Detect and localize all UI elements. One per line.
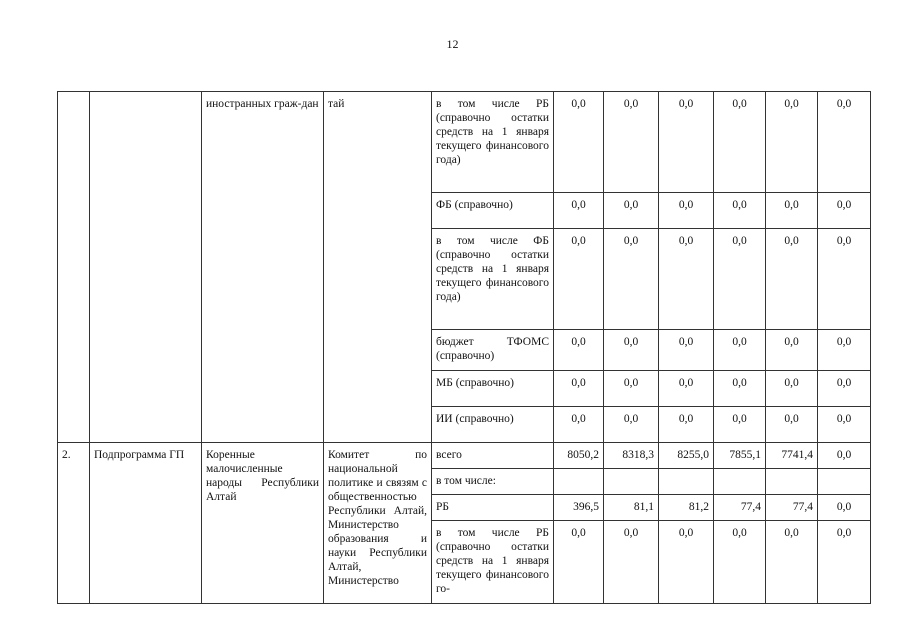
row-name-cell: Коренные малочисленные народы Республики Алтай xyxy=(202,443,324,604)
value-cell: 0,0 xyxy=(818,443,871,469)
value-cell: 0,0 xyxy=(554,229,604,330)
value-cell xyxy=(766,469,818,495)
value-cell: 81,1 xyxy=(604,495,659,521)
page-number: 12 xyxy=(446,37,459,51)
value-cell: 0,0 xyxy=(766,229,818,330)
value-cell: 0,0 xyxy=(554,92,604,193)
value-cell: 0,0 xyxy=(714,330,766,371)
value-cell: 0,0 xyxy=(714,371,766,407)
value-cell xyxy=(659,469,714,495)
funding-source-cell: в том числе: xyxy=(432,469,554,495)
value-cell: 8255,0 xyxy=(659,443,714,469)
value-cell: 0,0 xyxy=(818,330,871,371)
value-cell: 8050,2 xyxy=(554,443,604,469)
value-cell: 77,4 xyxy=(714,495,766,521)
funding-source-cell: ИИ (справочно) xyxy=(432,407,554,443)
value-cell: 0,0 xyxy=(604,193,659,229)
value-cell: 0,0 xyxy=(818,521,871,604)
row-executor-cell: тай xyxy=(324,92,432,443)
funding-source-cell: в том числе РБ (справочно остатки средств на 1 января текущего финансового го- xyxy=(432,521,554,604)
value-cell: 0,0 xyxy=(604,330,659,371)
row-number-cell xyxy=(58,92,90,443)
funding-source-cell: ФБ (справочно) xyxy=(432,193,554,229)
funding-source-cell: бюджет ТФОМС (справочно) xyxy=(432,330,554,371)
table-row xyxy=(58,92,871,193)
row-type-cell: Подпрограмма ГП xyxy=(90,443,202,604)
funding-source-cell: в том числе РБ (справочно остатки средств на 1 января текущего финансового года) xyxy=(432,92,554,193)
value-cell: 0,0 xyxy=(766,330,818,371)
funding-table xyxy=(57,91,871,604)
value-cell: 0,0 xyxy=(554,371,604,407)
value-cell xyxy=(714,469,766,495)
value-cell: 0,0 xyxy=(604,521,659,604)
row-number-cell: 2. xyxy=(58,443,90,604)
value-cell: 0,0 xyxy=(604,407,659,443)
value-cell: 0,0 xyxy=(818,229,871,330)
value-cell: 0,0 xyxy=(818,407,871,443)
value-cell: 0,0 xyxy=(659,407,714,443)
value-cell: 0,0 xyxy=(604,371,659,407)
value-cell: 0,0 xyxy=(766,92,818,193)
funding-source-cell: РБ xyxy=(432,495,554,521)
value-cell: 0,0 xyxy=(766,193,818,229)
value-cell: 7741,4 xyxy=(766,443,818,469)
value-cell: 0,0 xyxy=(554,330,604,371)
value-cell: 0,0 xyxy=(714,229,766,330)
value-cell: 0,0 xyxy=(818,495,871,521)
value-cell: 0,0 xyxy=(604,229,659,330)
funding-source-cell: всего xyxy=(432,443,554,469)
value-cell: 77,4 xyxy=(766,495,818,521)
value-cell: 8318,3 xyxy=(604,443,659,469)
value-cell: 0,0 xyxy=(604,92,659,193)
value-cell: 0,0 xyxy=(714,92,766,193)
value-cell: 0,0 xyxy=(766,407,818,443)
value-cell: 0,0 xyxy=(554,407,604,443)
value-cell xyxy=(818,469,871,495)
value-cell: 0,0 xyxy=(818,193,871,229)
row-executor-cell: Комитет по национальной политике и связям с общественностью Республики Алтай, Министерство образования и науки Республики Алтай, Министерство xyxy=(324,443,432,604)
value-cell xyxy=(604,469,659,495)
row-name-cell: иностранных граж-дан xyxy=(202,92,324,443)
row-type-cell xyxy=(90,92,202,443)
value-cell: 0,0 xyxy=(659,92,714,193)
value-cell: 0,0 xyxy=(714,193,766,229)
value-cell xyxy=(554,469,604,495)
value-cell: 0,0 xyxy=(659,371,714,407)
value-cell: 0,0 xyxy=(818,371,871,407)
value-cell: 0,0 xyxy=(714,521,766,604)
value-cell: 0,0 xyxy=(659,521,714,604)
value-cell: 81,2 xyxy=(659,495,714,521)
value-cell: 0,0 xyxy=(766,521,818,604)
funding-source-cell: в том числе ФБ (справочно остатки средств на 1 января текущего финансового года) xyxy=(432,229,554,330)
table-row xyxy=(58,443,871,469)
value-cell: 0,0 xyxy=(659,229,714,330)
value-cell: 0,0 xyxy=(659,330,714,371)
value-cell: 0,0 xyxy=(554,521,604,604)
funding-source-cell: МБ (справочно) xyxy=(432,371,554,407)
value-cell: 0,0 xyxy=(714,407,766,443)
value-cell: 0,0 xyxy=(554,193,604,229)
value-cell: 396,5 xyxy=(554,495,604,521)
value-cell: 7855,1 xyxy=(714,443,766,469)
value-cell: 0,0 xyxy=(659,193,714,229)
value-cell: 0,0 xyxy=(818,92,871,193)
value-cell: 0,0 xyxy=(766,371,818,407)
